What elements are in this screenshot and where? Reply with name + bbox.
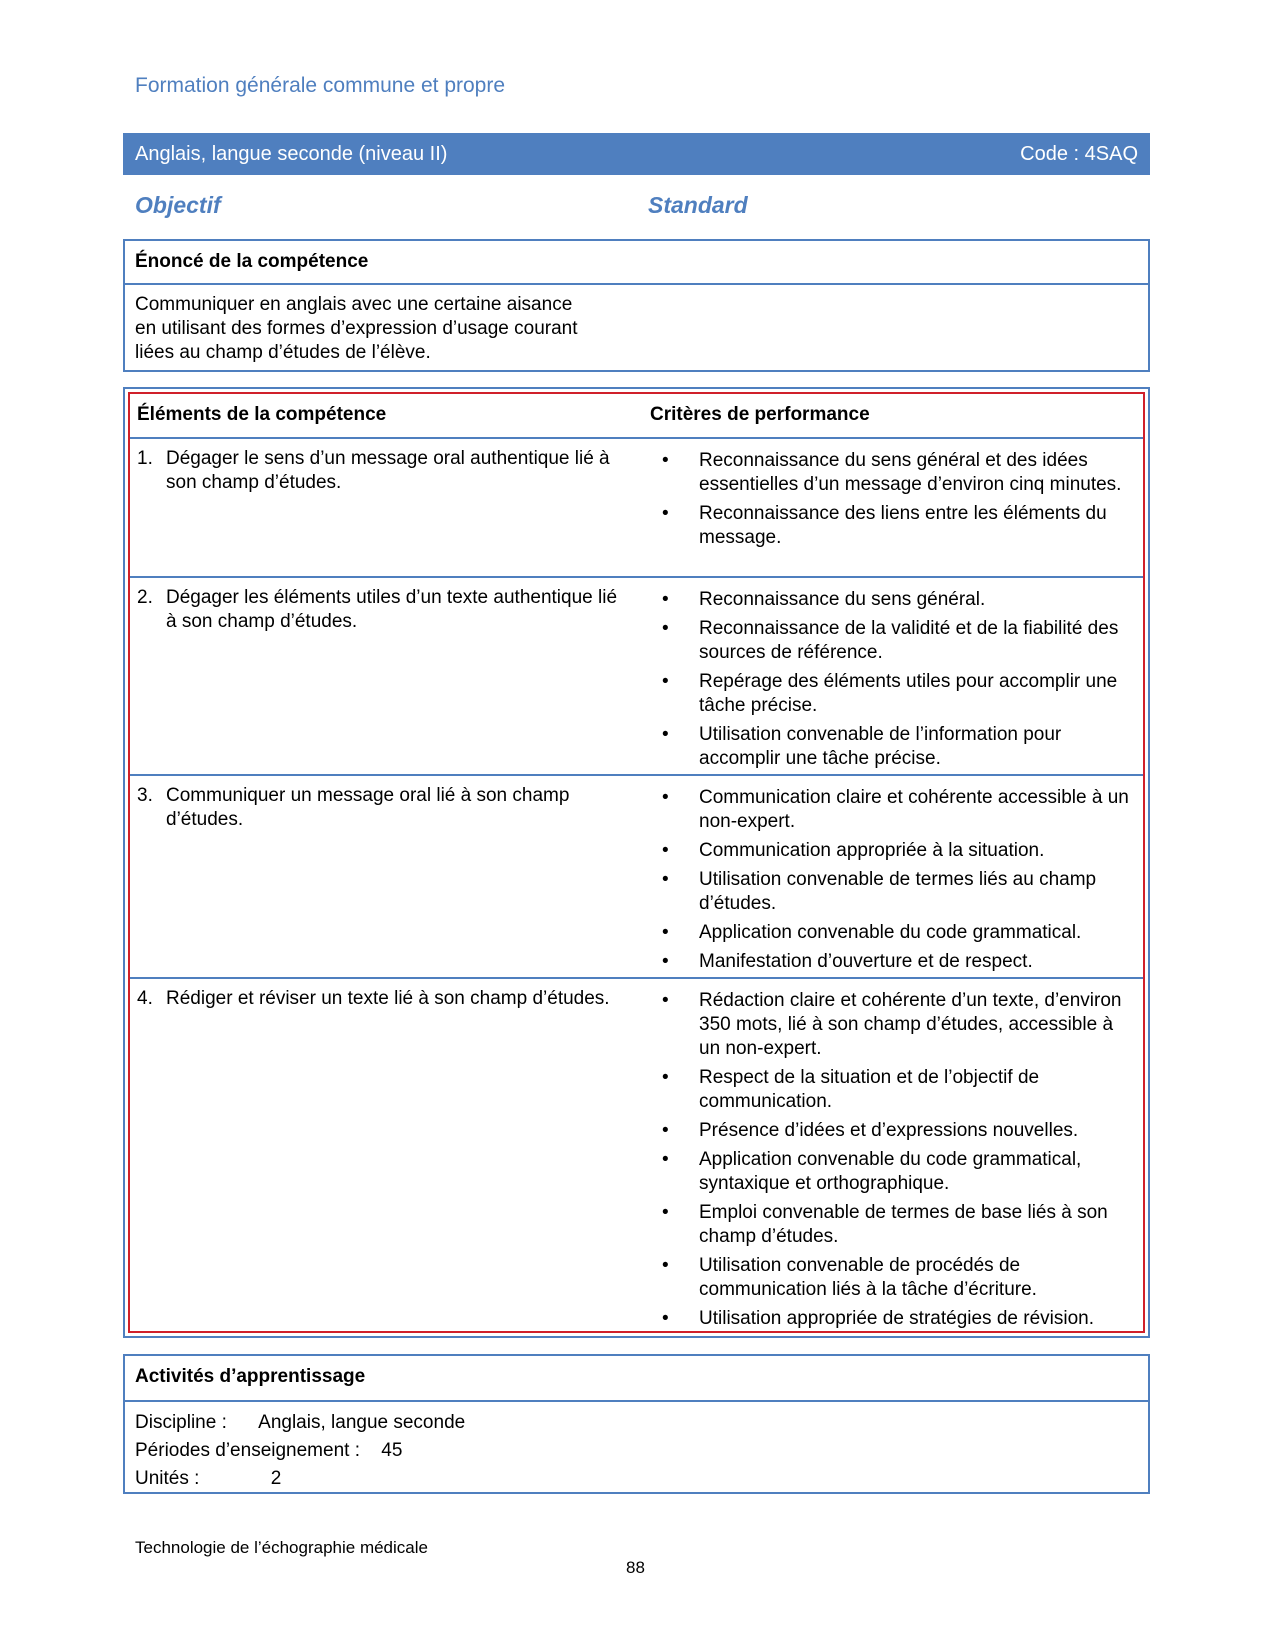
enonce-line: liées au champ d’études de l’élève. [135,342,431,363]
criterion-item: • Reconnaissance de la validité et de la fiabilité des sources de référence. [662,618,1119,663]
criterion-item: • Reconnaissance du sens général et des idées essentielles d’un message d’environ cinq minutes. [662,450,1122,495]
bullet-icon: • [662,1149,669,1170]
bullet-icon: • [662,450,669,471]
criterion-item: • Application convenable du code grammatical, syntaxique et orthographique. [662,1149,1082,1194]
criterion-item: • Utilisation convenable de procédés de communication liés à la tâche d’écriture. [662,1255,1037,1300]
criterion-item: • Présence d’idées et d’expressions nouvelles. [662,1120,1079,1141]
criterion-item: • Emploi convenable de termes de base liés à son champ d’études. [662,1202,1108,1247]
periodes-label: Périodes d’enseignement : [135,1440,360,1461]
enonce-line: en utilisant des formes d’expression d’usage courant [135,318,578,339]
enonce-text [125,285,1148,373]
bullet-icon: • [662,869,669,890]
page-number: 88 [626,1558,645,1577]
bullet-icon: • [662,1120,669,1141]
bullet-icon: • [662,671,669,692]
element-number: 4. [137,988,153,1009]
criterion-item: • Respect de la situation et de l’objectif de communication. [662,1067,1040,1112]
course-title: Anglais, langue seconde (niveau II) [135,142,448,165]
bullet-icon: • [662,1067,669,1088]
enonce-box [123,239,1150,372]
section-title: Formation générale commune et propre [135,74,506,97]
table-row [130,437,1143,578]
criterion-item: • Repérage des éléments utiles pour accomplir une tâche précise. [662,671,1118,716]
bullet-icon: • [662,1202,669,1223]
periodes-value: 45 [381,1440,403,1461]
criteria-list [657,989,1135,1336]
activites-heading: Activités d’apprentissage [125,1356,1148,1402]
footer-program: Technologie de l’échographie médicale [135,1538,428,1557]
criteria-list [657,588,1135,776]
element-number: 3. [137,785,153,806]
discipline-value: Anglais, langue seconde [258,1412,466,1433]
criteria-list [657,786,1135,979]
criteria-list [657,449,1135,555]
bullet-icon: • [662,589,669,610]
enonce-heading: Énoncé de la compétence [125,241,1148,285]
bullet-icon: • [662,724,669,745]
criterion-item: • Rédaction claire et cohérente d’un texte, d’environ 350 mots, lié à son champ d’études, accessible à un non-expert. [662,990,1122,1059]
bullet-icon: • [662,787,669,808]
col-criteres-header: Critères de performance [650,404,870,425]
table-row [130,774,1143,979]
element-number: 1. [137,448,153,469]
criterion-item: • Utilisation convenable de termes liés au champ d’études. [662,869,1097,914]
criterion-item: • Utilisation appropriée de stratégies de révision. [662,1308,1094,1329]
criterion-item: • Utilisation convenable de l’information pour accomplir une tâche précise. [662,724,1062,769]
enonce-line: Communiquer en anglais avec une certaine aisance [135,294,573,315]
element-text: 4. Rédiger et réviser un texte lié à son champ d’études. [137,988,610,1009]
bullet-icon: • [662,951,669,972]
course-bar [123,133,1150,175]
discipline-line [135,1412,465,1434]
activites-box [123,1354,1150,1494]
element-text: 3. Communiquer un message oral lié à son champ d’études. [137,785,570,830]
bullet-icon: • [662,922,669,943]
periodes-line [135,1440,402,1462]
table-row [130,576,1143,776]
objectif-heading: Objectif [135,192,221,218]
criterion-item: • Reconnaissance des liens entre les éléments du message. [662,503,1107,548]
col-elements-header: Éléments de la compétence [137,404,387,425]
unites-label: Unités : [135,1468,200,1489]
bullet-icon: • [662,840,669,861]
unites-line [135,1468,281,1490]
criterion-item: • Manifestation d’ouverture et de respect. [662,951,1033,972]
criterion-item: • Communication claire et cohérente accessible à un non-expert. [662,787,1129,832]
criterion-item: • Communication appropriée à la situation. [662,840,1045,861]
criterion-item: • Application convenable du code grammatical. [662,922,1082,943]
competence-frame [128,392,1145,1333]
competence-table [123,387,1150,1338]
course-code: Code : 4SAQ [1020,142,1138,165]
element-number: 2. [137,587,153,608]
bullet-icon: • [662,1255,669,1276]
bullet-icon: • [662,1308,669,1329]
bullet-icon: • [662,503,669,524]
bullet-icon: • [662,618,669,639]
criterion-item: • Reconnaissance du sens général. [662,589,986,610]
standard-heading: Standard [648,192,748,218]
unites-value: 2 [270,1468,282,1489]
element-text: 1. Dégager le sens d’un message oral authentique lié à son champ d’études. [137,448,610,493]
discipline-label: Discipline : [135,1412,227,1433]
table-row [130,977,1143,1331]
element-text: 2. Dégager les éléments utiles d’un texte authentique lié à son champ d’études. [137,587,618,632]
bullet-icon: • [662,990,669,1011]
